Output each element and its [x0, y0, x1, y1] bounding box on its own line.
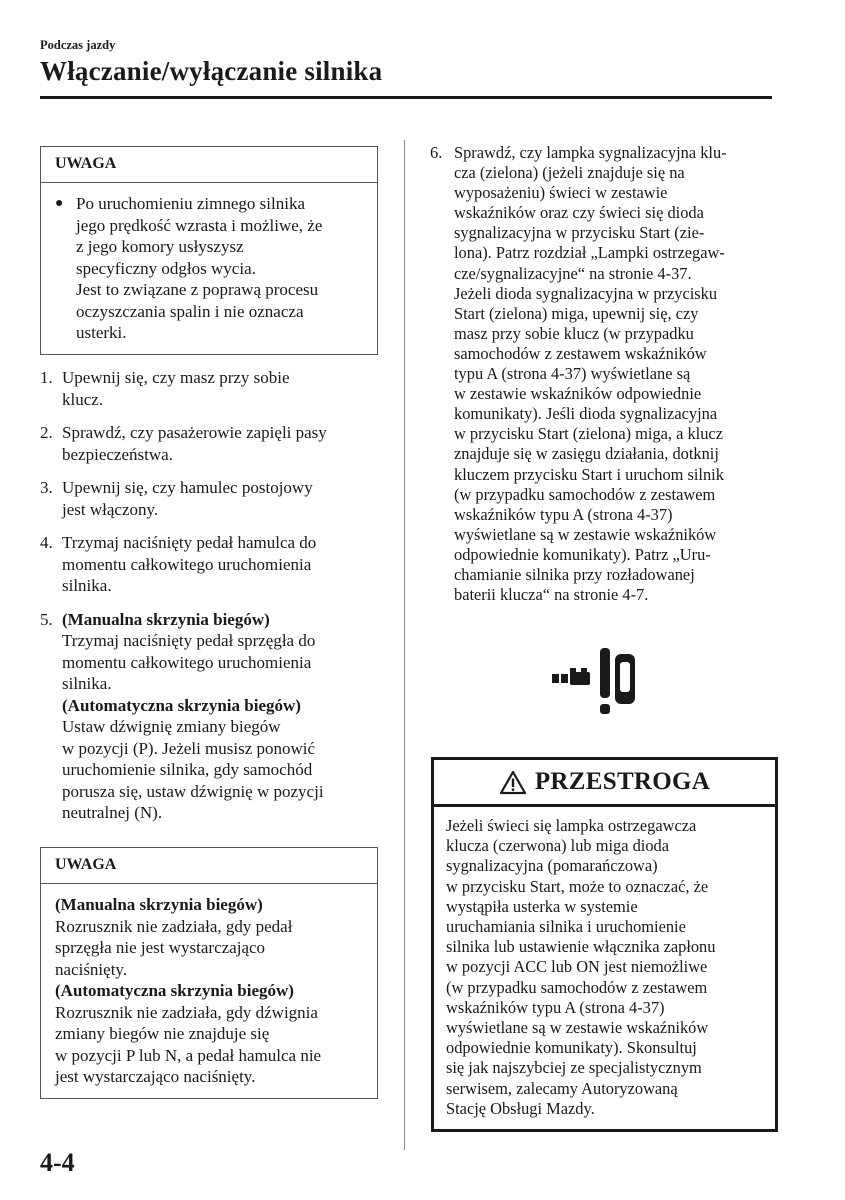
manual-heading: (Manualna skrzynia biegów) — [55, 895, 263, 914]
note-box-cold-engine — [40, 146, 378, 355]
text-line: (w przypadku samochodów z zestawem — [446, 977, 708, 997]
text-line: wystąpiła usterka w systemie — [446, 896, 638, 916]
step-number: 2. — [40, 423, 53, 442]
text-line: komunikaty). Jeśli dioda sygnalizacyjna — [454, 404, 718, 424]
text-line: (w przypadku samochodów z zestawem — [454, 484, 716, 504]
caution-title: PRZESTROGA — [534, 768, 711, 795]
text-line: wyposażeniu) świeci w zestawie — [454, 183, 668, 203]
note-box-starter — [40, 847, 378, 1099]
text-line: silnika. — [62, 576, 112, 595]
step-number: 6. — [430, 143, 443, 162]
text-line: oczyszczania spalin i nie oznacza — [76, 301, 304, 321]
text-line: cze/sygnalizacyjne“ na stronie 4-37. — [454, 263, 692, 283]
text-line: wyświetlane są w zestawie wskaźników — [446, 1018, 709, 1038]
text-line: uruchomienie silnika, gdy samochód — [62, 760, 313, 779]
text-line: Upewnij się, czy hamulec postojowy — [62, 478, 313, 497]
text-line: typu A (strona 4-37) wyświetlane są — [454, 364, 691, 384]
text-line: porusza się, ustaw dźwignię w pozycji — [62, 781, 324, 801]
step-4 — [40, 532, 385, 597]
note-body — [41, 183, 377, 354]
text-line: odpowiednie komunikaty). Skonsultuj — [446, 1038, 697, 1058]
text-line: neutralnej (N). — [62, 803, 163, 822]
text-line: w przycisku Start, może to oznaczać, że — [446, 876, 709, 896]
section-label: Podczas jazdy — [40, 38, 116, 52]
step-3 — [40, 477, 385, 520]
text-line: lona). Patrz rozdział „Lampki ostrzegaw- — [454, 243, 725, 263]
text-line: klucza (czerwona) lub miga dioda — [446, 836, 669, 856]
text-line: Trzymaj naciśnięty pedał hamulca do — [62, 533, 317, 552]
text-line: jest włączony. — [62, 499, 159, 519]
text-line: w pozycji (P). Jeżeli musisz ponowić — [62, 738, 316, 758]
text-line: momentu całkowitego uruchomienia — [62, 554, 312, 574]
text-line: jest wystarczająco naciśnięty. — [55, 1067, 256, 1086]
bullet-dot-icon: ● — [55, 196, 64, 211]
text-line: wskaźników typu A (strona 4-37) — [446, 997, 665, 1017]
text-line: sygnalizacyjna w przycisku Start (zie- — [454, 223, 705, 243]
text-line: wskaźników oraz czy świeci się dioda — [454, 203, 704, 223]
manual-heading: (Manualna skrzynia biegów) — [62, 609, 270, 629]
text-line: Jeżeli świeci się lampka ostrzegawcza — [446, 816, 697, 835]
text-line: chamianie silnika przy rozładowanej — [454, 564, 695, 584]
text-line: serwisem, zalecamy Autoryzowaną — [446, 1078, 678, 1098]
text-line: kluczem przycisku Start i uruchom silnik — [454, 464, 724, 484]
column-divider — [404, 140, 405, 1150]
text-line: wyświetlane są w zestawie wskaźników — [454, 524, 717, 544]
title-rule — [40, 96, 772, 99]
text-line: Trzymaj naciśnięty pedał sprzęgła do — [62, 631, 316, 650]
warning-triangle-icon — [499, 770, 527, 795]
text-line: Po uruchomieniu zimnego silnika — [76, 194, 305, 213]
auto-heading: (Automatyczna skrzynia biegów) — [55, 981, 294, 1000]
bullet-item — [55, 193, 365, 344]
note-body — [41, 884, 377, 1098]
text-line: sprzęgła nie jest wystarczająco — [55, 938, 266, 957]
text-line: znajduje się w zasięgu działania, dotknij — [454, 444, 719, 464]
key-warning-indicator-icon — [552, 644, 637, 719]
step-number: 5. — [40, 609, 53, 629]
text-line: w przycisku Start (zielona) miga, a klucz — [454, 424, 723, 444]
text-line: Rozrusznik nie zadziała, gdy pedał — [55, 916, 293, 936]
text-line: samochodów z zestawem wskaźników — [454, 343, 707, 363]
step-6 — [430, 143, 775, 605]
text-line: w pozycji ACC lub ON jest niemożliwe — [446, 957, 708, 977]
caution-heading — [434, 760, 775, 807]
text-line: wskaźników typu A (strona 4-37) — [454, 504, 673, 524]
text-line: Ustaw dźwignię zmiany biegów — [62, 717, 281, 736]
text-line: Rozrusznik nie zadziała, gdy dźwignia — [55, 1002, 318, 1022]
text-line: Sprawdź, czy pasażerowie zapięli pasy — [62, 423, 327, 442]
text-line: Jeżeli dioda sygnalizacyjna w przycisku — [454, 283, 718, 303]
step-number: 3. — [40, 478, 53, 497]
text-line: masz przy sobie klucz (w przypadku — [454, 323, 694, 343]
text-line: z jego komory usłyszysz — [76, 237, 244, 256]
text-line: silnika lub ustawienie włącznika zapłonu — [446, 937, 716, 957]
text-line: bezpieczeństwa. — [62, 444, 173, 464]
step-number: 4. — [40, 533, 53, 552]
text-line: Start (zielona) miga, upewnij się, czy — [454, 303, 699, 323]
step-5 — [40, 609, 385, 824]
page-title: Włączanie/wyłączanie silnika — [40, 56, 383, 86]
step-number: 1. — [40, 368, 53, 387]
text-line: cza (zielona) (jeżeli znajduje się na — [454, 163, 685, 183]
page-number: 4-4 — [40, 1148, 75, 1177]
text-line: baterii klucza“ na stronie 4-7. — [454, 585, 649, 605]
text-line: momentu całkowitego uruchomienia — [62, 652, 312, 672]
text-line: specyficzny odgłos wycia. — [76, 258, 256, 278]
auto-heading: (Automatyczna skrzynia biegów) — [62, 695, 301, 715]
text-line: zmiany biegów nie znajduje się — [55, 1024, 270, 1043]
text-line: uruchamiania silnika i uruchomienie — [446, 917, 686, 937]
text-line: usterki. — [76, 323, 127, 342]
text-line: Sprawdź, czy lampka sygnalizacyjna klu- — [454, 143, 727, 162]
text-line: Stację Obsługi Mazdy. — [446, 1098, 595, 1118]
text-line: Jest to związane z poprawą procesu — [76, 280, 319, 299]
text-line: odpowiednie komunikaty). Patrz „Uru- — [454, 544, 711, 564]
caution-body — [434, 807, 775, 1129]
text-line: klucz. — [62, 389, 104, 409]
steps-list — [40, 367, 385, 836]
text-line: Upewnij się, czy masz przy sobie — [62, 368, 290, 387]
step-2 — [40, 422, 385, 465]
note-heading: UWAGA — [41, 848, 377, 884]
caution-box — [431, 757, 778, 1132]
text-line: sygnalizacyjna (pomarańczowa) — [446, 856, 658, 876]
text-line: naciśnięty. — [55, 959, 128, 979]
text-line: w zestawie wskaźników odpowiednie — [454, 384, 702, 404]
step-1 — [40, 367, 385, 410]
text-line: się jak najszybciej ze specjalistycznym — [446, 1058, 702, 1078]
text-line: silnika. — [62, 674, 112, 693]
text-line: w pozycji P lub N, a pedał hamulca nie — [55, 1045, 322, 1065]
note-heading: UWAGA — [41, 147, 377, 183]
text-line: jego prędkość wzrasta i możliwe, że — [76, 215, 323, 235]
